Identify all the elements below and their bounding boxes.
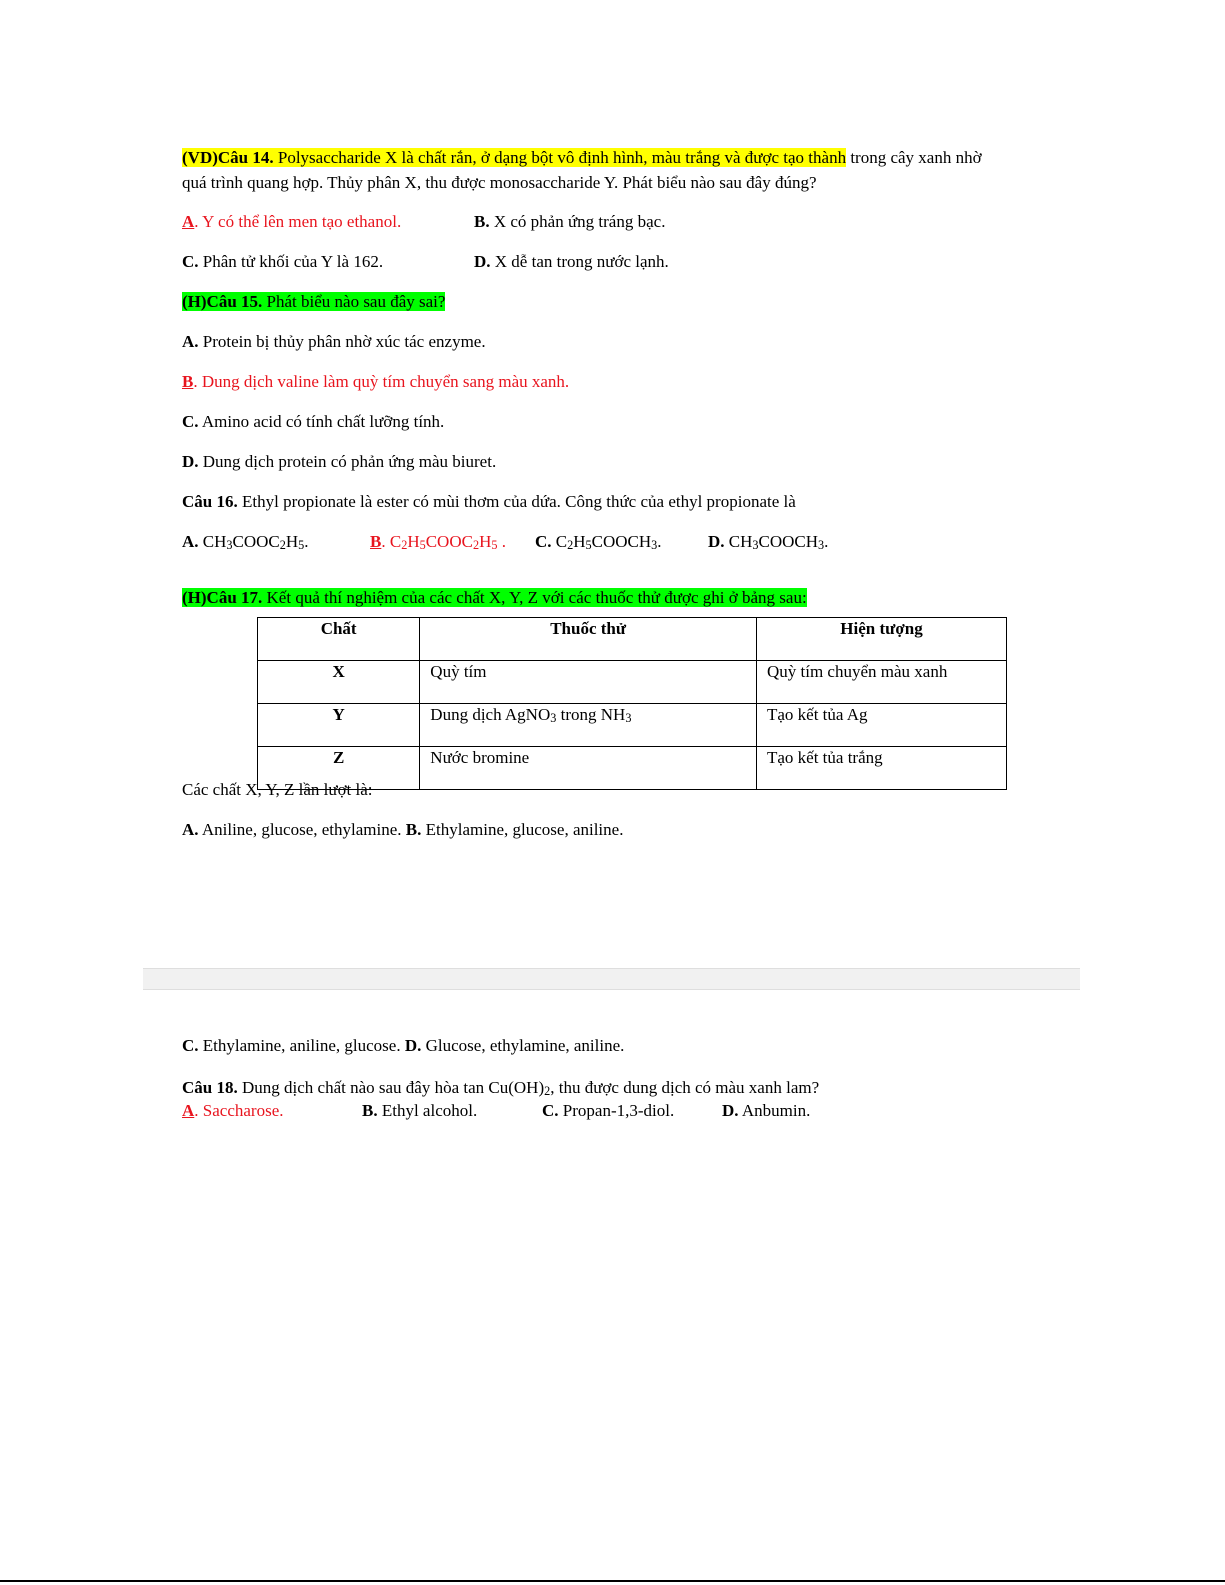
q14-label: (VD)Câu 14. — [182, 148, 274, 167]
q17-option-b[interactable]: B. Ethylamine, glucose, aniline. — [405, 820, 624, 839]
q18-option-d[interactable]: D. Anbumin. — [722, 1101, 811, 1120]
q17-label: (H)Câu 17. — [182, 588, 263, 607]
q16-stem: Câu 16. Ethyl propionate là ester có mùi thơm của dứa. Công thức của ethyl propionate là — [182, 492, 796, 511]
q14-option-c[interactable]: C. Phân tử khối của Y là 162. — [182, 252, 384, 271]
q14-option-d[interactable]: D. X dễ tan trong nước lạnh. — [474, 252, 669, 271]
q15-option-c[interactable]: C. Amino acid có tính chất lưỡng tính. — [182, 412, 445, 431]
page-bottom-border — [0, 1580, 1225, 1582]
q17-option-a[interactable]: A. Aniline, glucose, ethylamine. — [182, 820, 402, 839]
page-break-separator — [143, 968, 1080, 990]
q17-after-table: Các chất X, Y, Z lần lượt là: — [182, 780, 373, 799]
table-header-chat: Chất — [258, 618, 420, 661]
q14-text-rest: trong cây xanh nhờ — [846, 148, 982, 167]
q15-option-a[interactable]: A. Protein bị thủy phân nhờ xúc tác enzyme. — [182, 332, 486, 351]
table-row: X Quỳ tím Quỳ tím chuyển màu xanh — [258, 661, 1007, 704]
q18-label: Câu 18. — [182, 1078, 238, 1097]
q17-results-table — [257, 617, 1007, 790]
q17-option-d[interactable]: D. Glucose, ethylamine, aniline. — [404, 1036, 625, 1055]
q15-option-d[interactable]: D. Dung dịch protein có phản ứng màu biuret. — [182, 452, 497, 471]
q14-stem-line1 — [182, 147, 982, 169]
q16-label: Câu 16. — [182, 492, 238, 511]
q18-option-a[interactable]: A. Saccharose. — [182, 1101, 284, 1120]
table-header-thuoc-thu: Thuốc thử — [420, 618, 757, 661]
q15-label: (H)Câu 15. — [182, 292, 263, 311]
q16-option-b[interactable]: B. $C_2H_5COOC_2H_5$ . — [370, 532, 506, 552]
q18-stem: Câu 18. Dung dịch chất nào sau đây hòa $\tan Cu(OH)_2$, thu được dung dịch có màu xanh lam? — [182, 1078, 820, 1098]
q14-highlighted-text: Polysaccharide X là chất rắn, ở dạng bột vô định hình, màu trắng và được tạo thành — [273, 148, 847, 167]
q16-option-d[interactable]: D. $CH_3COOCH_3$. — [708, 532, 829, 552]
q18-option-c[interactable]: C. Propan-1,3-diol. — [542, 1101, 675, 1120]
q15-stem: (H)Câu 15. Phát biểu nào sau đây sai? — [182, 292, 446, 311]
table-header-row — [258, 618, 1007, 661]
q18-option-b[interactable]: B. Ethyl alcohol. — [362, 1101, 478, 1120]
table-row: Z Nước bromine Tạo kết tủa trắng — [258, 747, 1007, 790]
table-row: Y Dung dịch AgNO$_3$ trong $NH_3$ Tạo kết tủa Ag — [258, 704, 1007, 747]
table-header-hien-tuong: Hiện tượng — [756, 618, 1006, 661]
q16-option-a[interactable]: A. $CH_3COOC_2H_5$. — [182, 532, 309, 552]
q14-option-b[interactable]: B. X có phản ứng tráng bạc. — [474, 212, 666, 231]
q17-option-c[interactable]: C. Ethylamine, aniline, glucose. — [182, 1036, 401, 1055]
q15-option-b[interactable]: B. Dung dịch valine làm quỳ tím chuyển sang màu xanh. — [182, 372, 570, 391]
q17-options-cd — [182, 1035, 624, 1057]
q17-options-ab — [182, 819, 623, 841]
q16-option-c[interactable]: C. $C_2H_5COOCH_3$. — [535, 532, 662, 552]
q14-stem-line2: quá trình quang hợp. Thủy phân X, thu được monosaccharide Y. Phát biểu nào sau đây đúng? — [182, 173, 817, 192]
q14-option-a[interactable]: A. Y có thể lên men tạo ethanol. — [182, 212, 402, 231]
q17-stem: (H)Câu 17. Kết quả thí nghiệm của các chất X, Y, Z với các thuốc thử được ghi ở bảng sau: — [182, 588, 807, 607]
